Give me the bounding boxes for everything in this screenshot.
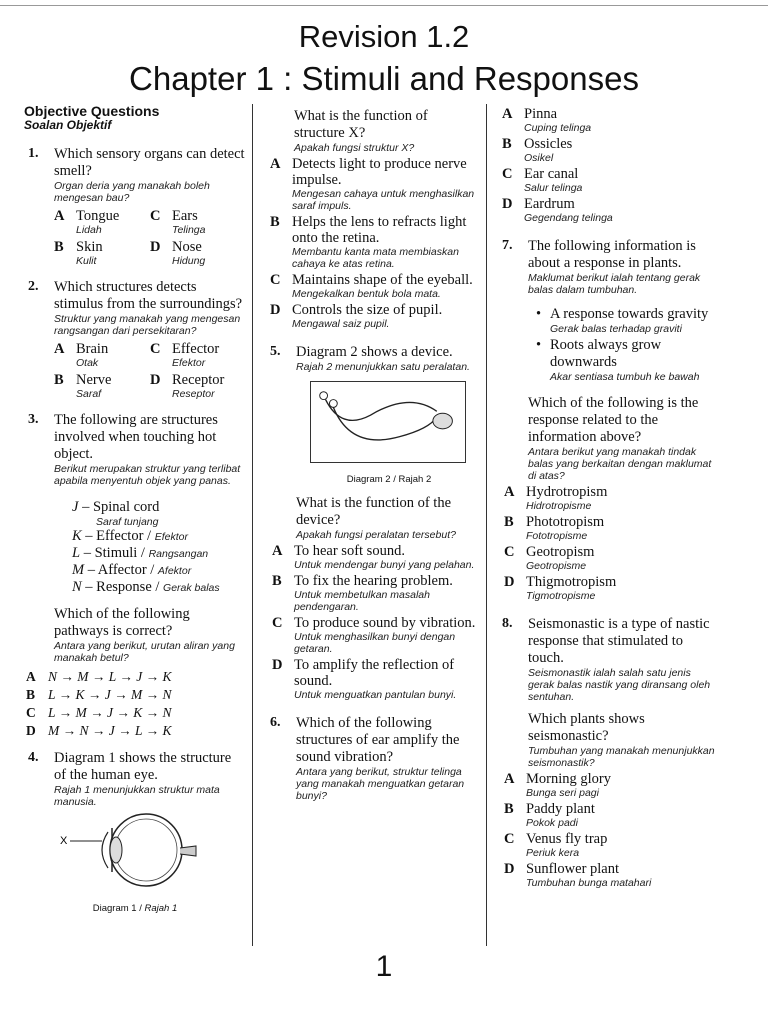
option[interactable]: D M → N → J → L → K <box>26 723 172 738</box>
section-heading-ms: Soalan Objektif <box>24 118 112 132</box>
question-text: Diagram 2 shows a device. <box>296 344 453 360</box>
structure-list <box>54 499 246 596</box>
question-number: 4. <box>28 750 39 765</box>
structure-item: J – Spinal cord Saraf tunjang <box>72 499 160 528</box>
diagram-1-caption: Diagram 1 / Rajah 1 <box>92 903 178 914</box>
option[interactable]: D Nose Hidung <box>150 239 206 267</box>
question-5 <box>266 344 482 701</box>
question-number: 1. <box>28 146 39 161</box>
option[interactable]: A Detects light to produce nerve impulse. Mengesan cahaya untuk menghasilkan saraf impuls. <box>270 156 475 212</box>
question-1 <box>24 146 246 267</box>
option[interactable]: B Paddy plant Pokok padi <box>504 801 595 829</box>
option[interactable]: D To amplify the reflection of sound. Untuk menguatkan pantulan bunyi. <box>272 657 457 701</box>
eye-diagram <box>56 810 226 898</box>
question-text-ms: Maklumat berikut ialah tentang gerak balas dalam tumbuhan. <box>528 272 701 296</box>
page-number: 1 <box>375 950 393 983</box>
question-ask: Which of the following is the response related to the information above? <box>528 395 699 445</box>
question-text: Which sensory organs can detect smell? <box>54 146 245 179</box>
question-ask: What is the function of the device? <box>296 495 452 528</box>
question-number: 3. <box>28 412 39 427</box>
question-text: The following information is about a response in plants. <box>528 238 696 271</box>
option[interactable]: A N → M → L → J → K <box>26 669 172 684</box>
label-x: X <box>60 835 68 847</box>
option[interactable]: C Ear canal Salur telinga <box>502 166 583 194</box>
question-text-ms: Rajah 2 menunjukkan satu peralatan. <box>296 361 470 373</box>
option[interactable]: C Geotropism Geotropisme <box>504 544 595 572</box>
question-text: Diagram 1 shows the structure of the human eye. <box>54 750 232 783</box>
option[interactable]: B To fix the hearing problem. Untuk membetulkan masalah pendengaran. <box>272 573 453 613</box>
option[interactable]: C L → M → J → K → N <box>26 705 172 720</box>
question-ask: Which of the following pathways is correct? <box>54 606 190 639</box>
column-divider-2 <box>486 104 487 946</box>
question-7 <box>498 238 720 602</box>
option[interactable]: D Sunflower plant Tumbuhan bunga matahari <box>504 861 652 889</box>
chapter-title: Chapter 1 : Stimuli and Responses <box>129 60 639 97</box>
question-ask: What is the function of structure X? <box>294 108 428 141</box>
option[interactable]: D Controls the size of pupil. Mengawal saiz pupil. <box>270 302 443 330</box>
option[interactable]: C Effector Efektor <box>150 341 220 369</box>
column-3 <box>498 104 720 889</box>
question-3 <box>24 412 246 740</box>
option[interactable]: B Ossicles Osikel <box>502 136 573 164</box>
option[interactable]: B Helps the lens to refracts light onto the retina. Membantu kanta mata membiaskan cahaya ke atas retina. <box>270 214 467 270</box>
column-1 <box>24 104 246 914</box>
option[interactable]: B Phototropism Fototropisme <box>504 514 605 542</box>
info-bullet: • A response towards gravity Gerak balas terhadap graviti <box>536 306 709 335</box>
question-text-ms: Rajah 1 menunjukkan struktur mata manusia. <box>54 784 220 808</box>
structure-item: K – Effector / Efektor <box>72 528 188 544</box>
question-ask-ms: Antara berikut yang manakah tindak balas yang berkaitan dengan maklumat di atas? <box>528 446 712 482</box>
option[interactable]: C Maintains shape of the eyeball. Mengekalkan bentuk bola mata. <box>270 272 473 300</box>
question-2 <box>24 279 246 400</box>
option[interactable]: B L → K → J → M → N <box>26 687 172 702</box>
question-text: Seismonastic is a type of nastic response that stimulated to touch. <box>528 616 710 666</box>
option[interactable]: C Ears Telinga <box>150 208 206 236</box>
option[interactable]: A Brain Otak <box>54 341 109 369</box>
option[interactable]: D Eardrum Gegendang telinga <box>502 196 613 224</box>
question-ask: Which plants shows seismonastic? <box>528 711 645 744</box>
option[interactable]: A To hear soft sound. Untuk mendengar bunyi yang pelahan. <box>272 543 475 571</box>
question-8 <box>498 616 720 889</box>
question-4 <box>24 750 246 808</box>
option[interactable]: B Skin Kulit <box>54 239 103 267</box>
question-text-ms: Berikut merupakan struktur yang terlibat apabila menyentuh objek yang panas. <box>54 463 241 487</box>
diagram-2-caption: Diagram 2 / Rajah 2 <box>346 474 432 485</box>
option[interactable]: C Venus fly trap Periuk kera <box>504 831 608 859</box>
info-list <box>528 306 720 383</box>
question-text-ms: Organ deria yang manakah boleh mengesan bau? <box>54 180 210 204</box>
question-number: 2. <box>28 279 39 294</box>
question-number: 8. <box>502 616 513 631</box>
stethoscope-diagram <box>310 381 466 463</box>
option[interactable]: A Pinna Cuping telinga <box>502 106 592 134</box>
structure-item: M – Affector / Afektor <box>72 562 192 578</box>
question-text-ms: Seismonastik ialah salah satu jenis gerak balas nastik yang diransang oleh sentuhan. <box>528 667 711 703</box>
question-number: 6. <box>270 715 281 730</box>
structure-item: N – Response / Gerak balas <box>72 579 220 595</box>
option[interactable]: D Receptor Reseptor <box>150 372 225 400</box>
option[interactable]: A Morning glory Bunga seri pagi <box>504 771 611 799</box>
question-text: The following are structures involved when touching hot object. <box>54 412 218 462</box>
page-title: Revision 1.2 <box>298 19 470 54</box>
info-bullet: • Roots always grow downwards Akar sentiasa tumbuh ke bawah <box>536 337 700 383</box>
option[interactable]: B Nerve Saraf <box>54 372 112 400</box>
question-ask-ms: Tumbuhan yang manakah menunjukkan seismonastik? <box>528 745 715 769</box>
section-heading: Objective Questions <box>24 103 160 119</box>
page-top-edge <box>0 5 768 6</box>
question-text-ms: Antara yang berikut, struktur telinga yang manakah menguatkan getaran bunyi? <box>296 766 465 802</box>
question-ask-ms: Antara yang berikut, urutan aliran yang manakah betul? <box>54 640 235 664</box>
question-ask-ms: Apakah fungsi struktur X? <box>294 142 415 154</box>
question-text: Which structures detects stimulus from the surroundings? <box>54 279 243 312</box>
option[interactable]: A Hydrotropism Hidrotropisme <box>504 484 608 512</box>
question-text: Which of the following structures of ear amplify the sound vibration? <box>296 715 460 765</box>
question-text-ms: Struktur yang manakah yang mengesan rangsangan dari persekitaran? <box>54 313 241 337</box>
option[interactable]: D Thigmotropism Tigmotropisme <box>504 574 617 602</box>
option[interactable]: C To produce sound by vibration. Untuk menghasilkan bunyi dengan getaran. <box>272 615 476 655</box>
question-number: 7. <box>502 238 513 253</box>
column-2 <box>266 108 482 802</box>
option[interactable]: A Tongue Lidah <box>54 208 120 236</box>
column-divider-1 <box>252 104 253 946</box>
structure-item: L – Stimuli / Rangsangan <box>72 545 209 561</box>
question-6 <box>266 715 482 802</box>
question-ask-ms: Apakah fungsi peralatan tersebut? <box>296 529 456 541</box>
question-number: 5. <box>270 344 281 359</box>
